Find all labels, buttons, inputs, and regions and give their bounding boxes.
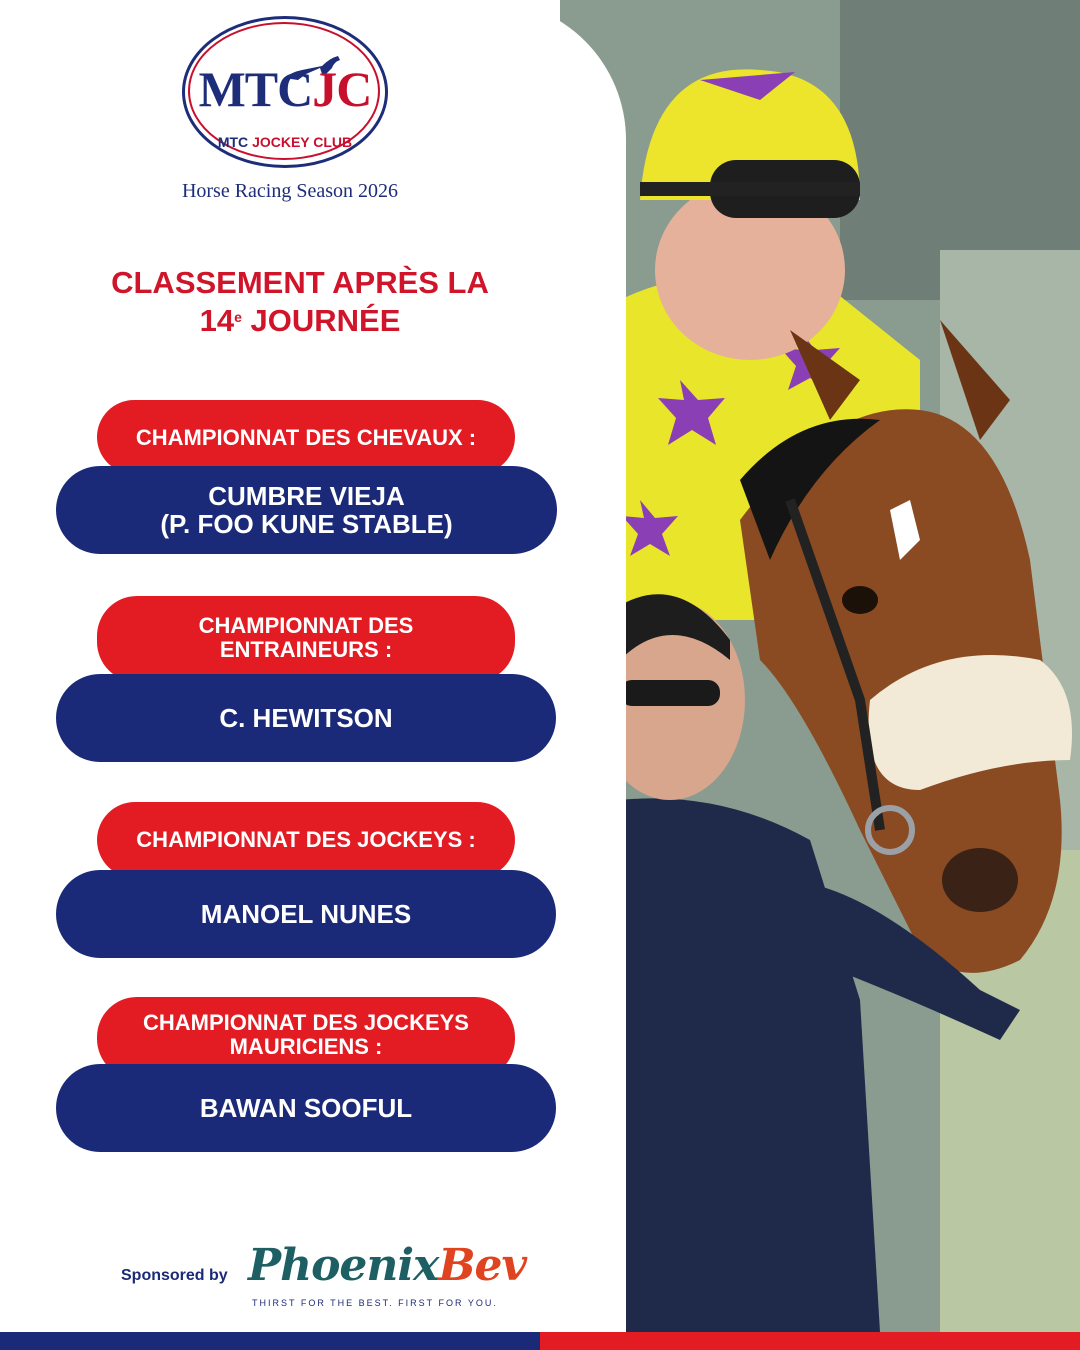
season-label: Horse Racing Season 2026 <box>181 180 399 202</box>
winner-horse-stable: (P. FOO KUNE STABLE) <box>160 509 453 539</box>
sponsor-name-part2: Bev <box>438 1240 527 1291</box>
mtcjc-logo <box>182 16 388 166</box>
winner-jockey-name: MANOEL NUNES <box>200 899 412 929</box>
championship-jockeys-label-text: CHAMPIONNAT DES JOCKEYS : <box>136 827 476 852</box>
championship-mauritian-label-line1: CHAMPIONNAT DES JOCKEYS <box>143 1010 469 1035</box>
bottom-bar-blue <box>0 1332 540 1350</box>
championship-horses-label-text: CHAMPIONNAT DES CHEVAUX : <box>135 425 477 450</box>
championship-horses-label <box>97 400 515 474</box>
sponsor-tagline: THIRST FOR THE BEST. FIRST FOR YOU. <box>252 1298 498 1308</box>
championship-mauritian-label-line2: MAURICIENS : <box>229 1034 383 1059</box>
championship-horses-winner <box>56 466 557 554</box>
logo-mtc-text: MTC <box>198 61 313 117</box>
winner-horse-name: CUMBRE VIEJA <box>208 481 405 511</box>
logo-sub-club: JOCKEY CLUB <box>252 134 353 150</box>
title-line-2 <box>60 302 540 340</box>
winner-trainer-name: C. HEWITSON <box>219 703 393 733</box>
phoenixbev-logo <box>248 1240 526 1291</box>
winner-mauritian-jockey-name: BAWAN SOOFUL <box>199 1093 413 1123</box>
photo-illustration <box>560 0 1080 1332</box>
title-day-number: 14 <box>199 303 235 338</box>
logo-wordmark <box>182 61 388 117</box>
jockey-horse-photo <box>560 0 1080 1332</box>
title-day-word: JOURNÉE <box>241 303 401 338</box>
championship-jockeys-label <box>97 802 515 878</box>
championship-jockeys-winner <box>56 870 556 958</box>
title-line-1: CLASSEMENT APRÈS LA <box>111 265 489 300</box>
sponsor-label: Sponsored by <box>121 1267 228 1284</box>
bottom-bar-red <box>540 1332 1080 1350</box>
sponsor-name-part1: Phoenix <box>248 1240 439 1291</box>
title-day-suffix: e <box>234 309 242 325</box>
logo-subtitle <box>182 134 388 150</box>
championship-trainers-label-line2: ENTRAINEURS : <box>219 637 393 662</box>
logo-sub-mtc: MTC <box>217 134 249 150</box>
logo-jc-text: JC <box>312 61 372 117</box>
championship-mauritian-jockeys-winner <box>56 1064 556 1152</box>
ranking-title <box>60 264 540 340</box>
championship-trainers-label-line1: CHAMPIONNAT DES <box>198 613 414 638</box>
championship-trainers-winner <box>56 674 556 762</box>
championship-trainers-label <box>97 596 515 682</box>
